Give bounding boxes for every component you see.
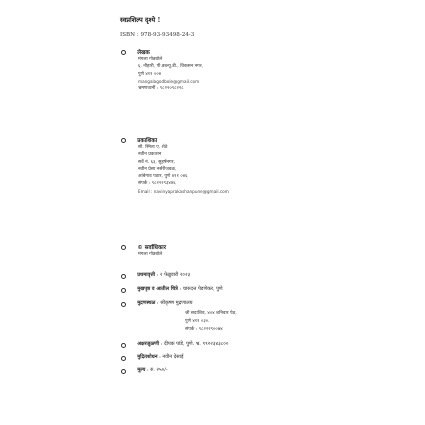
- publisher-address-2: नवीन प्रेसा नर्सरीजवळ,: [138, 166, 177, 172]
- price-label: मूल्य: [137, 367, 146, 373]
- bullet-icon: [121, 369, 126, 374]
- price-value: रु. २५०/-: [150, 367, 168, 373]
- bullet-icon: [121, 138, 126, 143]
- publisher-company: नवीन प्रकाशन: [138, 152, 162, 158]
- author-address: ६, नीहारी, पी.डब्ल्यू.डी., विकसन नगर,: [138, 64, 204, 70]
- bullet-icon: [121, 302, 126, 307]
- bullet-icon: [121, 50, 126, 55]
- book-title: स्वप्नशिल्प दृश्ये !: [120, 16, 161, 24]
- production-value: नवीन देसाई: [162, 354, 184, 360]
- bullet-icon: [121, 245, 126, 250]
- publisher-section: [121, 136, 341, 195]
- printer-value: श्रीकृष्ण मुद्रणालय: [160, 300, 193, 306]
- author-email: mangalagodbole@gmail.com: [138, 78, 200, 84]
- author-city: पुणे ४११ ००४: [138, 71, 162, 77]
- cover-value: चारुदत्त पेडणेकर, पुणे: [182, 286, 223, 292]
- typesetting-value: दीपक पांडे, पुणे. भ्र. ९९२२३४३८००: [163, 341, 229, 347]
- bullet-icon: [121, 274, 126, 279]
- edition-value: २ फेब्रुवारी २०२३: [159, 272, 191, 278]
- cover-row: मुखपृष्ठ व आतील चित्रे : चारुदत्त पेडणेकर, पुणे: [121, 286, 341, 293]
- cover-label: मुखपृष्ठ व आतील चित्रे: [137, 286, 178, 292]
- author-phone: भ्रमणध्वनी : ९८२२०९८२२८: [138, 86, 184, 92]
- publisher-label: प्रकाशिका: [137, 138, 158, 144]
- copyright-holder: मंगला गोडबोले: [138, 252, 163, 257]
- bullet-icon: [121, 288, 126, 293]
- price-row: मूल्य : रु. २५०/-: [121, 367, 341, 374]
- printer-phone: संपर्क : ९८२२२९००७४: [185, 327, 223, 332]
- production-label: मुद्रितशोधन: [137, 354, 158, 360]
- publisher-address-1: सर्वे नं. ६३, सुहर्षनगर,: [138, 159, 175, 165]
- author-name: मंगला गोडबोले: [138, 57, 163, 62]
- typesetting-label: अक्षरजुळणी: [137, 341, 160, 347]
- publisher-email: Email : navinyaprakashanpune@gmail.com: [138, 188, 229, 194]
- author-section: [121, 48, 341, 92]
- isbn-line: ISBN : 978-93-93498-24-3: [120, 32, 195, 38]
- publisher-address-3: आंबेगाव पठार, पुणे ४११ ०४६: [138, 174, 188, 180]
- printer-address-1: श्री सदाशिव, ४०४ शनिवार पेठ,: [185, 311, 237, 316]
- typesetting-row: अक्षरजुळणी : दीपक पांडे, पुणे. भ्र. ९९२२३४३८००: [121, 341, 341, 348]
- printer-address-2: पुणे ४११ ०३०.: [185, 319, 210, 324]
- bullet-icon: [121, 356, 126, 361]
- printer-row: मुद्रणस्थळ : श्रीकृष्ण मुद्रणालय: [121, 300, 341, 307]
- edition-label: प्रथमावृत्ती: [137, 272, 156, 278]
- publisher-name: सौ. स्मिता ए. शेठे: [138, 145, 168, 150]
- copyright-section: [121, 243, 341, 258]
- publisher-phone: संपर्क : ९८२२२९३४४६: [138, 181, 176, 187]
- production-row: मुद्रितशोधन : नवीन देसाई: [121, 354, 341, 361]
- bullet-icon: [121, 343, 126, 348]
- edition-row: प्रथमावृत्ती : २ फेब्रुवारी २०२३: [121, 272, 341, 279]
- printer-label: मुद्रणस्थळ: [137, 300, 156, 306]
- copyright-label: © सर्वाधिकार: [137, 245, 166, 251]
- author-label: लेखक: [137, 50, 150, 56]
